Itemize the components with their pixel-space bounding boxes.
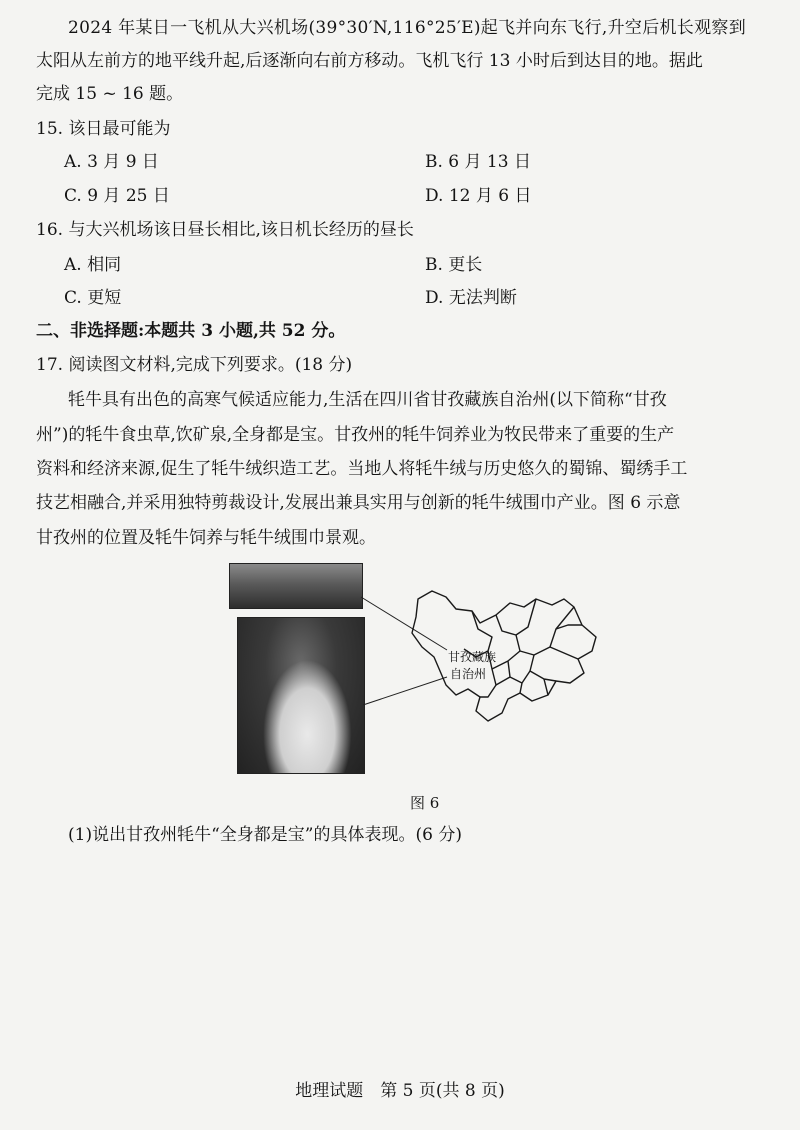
question-16-option-d: D. 无法判断 <box>425 288 517 308</box>
material-line-1: 牦牛具有出色的高寒气候适应能力,生活在四川省甘孜藏族自治州(以下简称“甘孜 <box>68 390 667 410</box>
question-17-stem: 17. 阅读图文材料,完成下列要求。(18 分) <box>36 355 353 375</box>
question-16-option-b: B. 更长 <box>425 255 483 275</box>
question-15-option-c: C. 9 月 25 日 <box>64 186 170 206</box>
question-16-stem: 16. 与大兴机场该日昼长相比,该日机长经历的昼长 <box>36 220 414 240</box>
question-16-option-a: A. 相同 <box>64 255 122 275</box>
question-17-sub-1: (1)说出甘孜州牦牛“全身都是宝”的具体表现。(6 分) <box>68 825 462 845</box>
intro-line-2: 太阳从左前方的地平线升起,后逐渐向右前方移动。飞机飞行 13 小时后到达目的地。据此 <box>36 51 703 71</box>
yak-wool-scarf-photo <box>237 617 365 774</box>
question-15-option-b: B. 6 月 13 日 <box>425 152 531 172</box>
question-16-option-c: C. 更短 <box>64 288 122 308</box>
question-15-stem: 15. 该日最可能为 <box>36 119 171 139</box>
material-line-2: 州”)的牦牛食虫草,饮矿泉,全身都是宝。甘孜州的牦牛饲养业为牧民带来了重要的生产 <box>36 425 675 445</box>
intro-line-1: 2024 年某日一飞机从大兴机场(39°30′N,116°25′E)起飞并向东飞行,升空后机长观察到 <box>68 18 746 38</box>
material-line-4: 技艺相融合,并采用独特剪裁设计,发展出兼具实用与创新的牦牛绒围巾产业。图 6 示意 <box>36 493 681 513</box>
map-label-ganzi-line-1: 甘孜藏族 <box>448 650 497 664</box>
question-15-option-a: A. 3 月 9 日 <box>64 152 159 172</box>
section-2-heading: 二、非选择题:本题共 3 小题,共 52 分。 <box>36 321 346 341</box>
intro-line-3: 完成 15 ~ 16 题。 <box>36 84 184 104</box>
map-label-ganzi-line-2: 自治州 <box>450 667 487 681</box>
material-line-3: 资料和经济来源,促生了牦牛绒织造工艺。当地人将牦牛绒与历史悠久的蜀锦、蜀绣手工 <box>36 459 688 479</box>
material-line-5: 甘孜州的位置及牦牛饲养与牦牛绒围巾景观。 <box>36 528 376 548</box>
page-footer: 地理试题 第 5 页(共 8 页) <box>295 1081 505 1101</box>
yak-photo <box>229 563 363 609</box>
question-15-option-d: D. 12 月 6 日 <box>425 186 532 206</box>
figure-6-caption: 图 6 <box>410 794 440 812</box>
sichuan-province-map <box>360 585 600 725</box>
